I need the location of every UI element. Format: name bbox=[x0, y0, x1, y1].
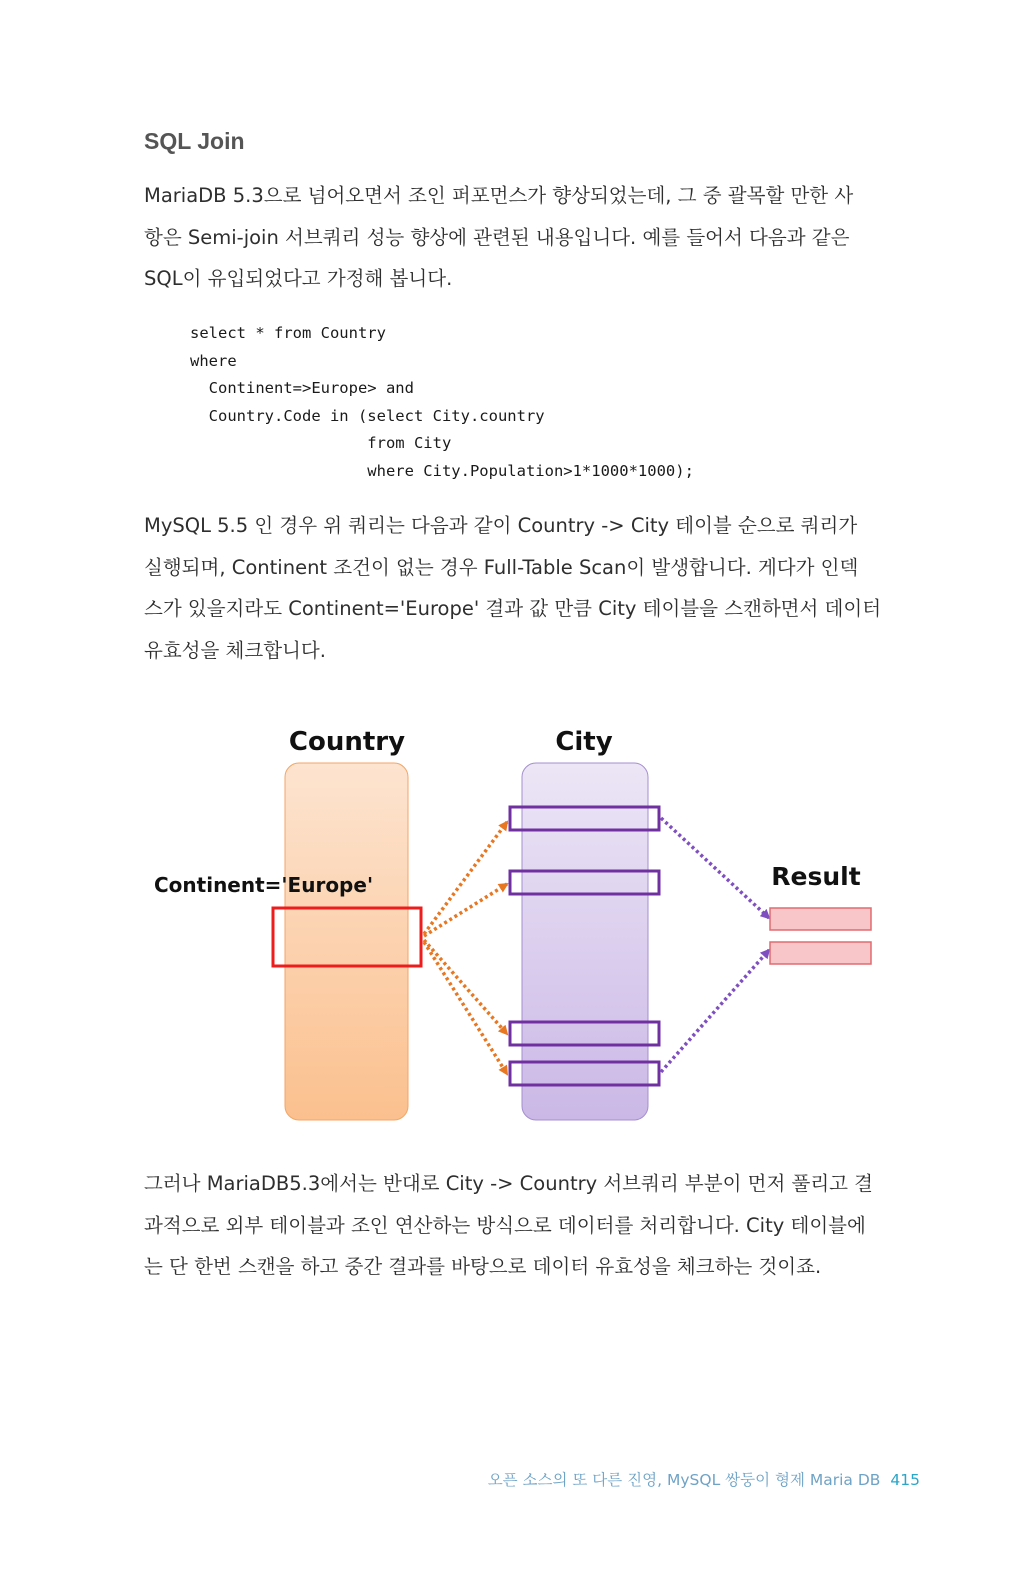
country-title: Country bbox=[288, 727, 406, 757]
paragraph-line: MySQL 5.5 인 경우 위 쿼리는 다음과 같이 Country -> City 테이블 순으로 쿼리가 bbox=[144, 514, 858, 537]
intro-paragraph bbox=[144, 175, 889, 300]
code-line: Country.Code in (select City.country bbox=[190, 406, 545, 425]
orange-arrow bbox=[424, 940, 507, 1034]
paragraph-line: SQL이 유입되었다고 가정해 봅니다. bbox=[144, 267, 453, 290]
paragraph-line: 는 단 한번 스캔을 하고 중간 결과를 바탕으로 데이터 유효성을 체크하는 것이죠. bbox=[144, 1255, 822, 1278]
code-line: from City bbox=[190, 434, 452, 453]
city-title: City bbox=[555, 727, 613, 757]
footer-title: 오픈 소스의 또 다른 진영, MySQL 쌍둥이 형제 Maria DB bbox=[487, 1471, 881, 1489]
code-line: select * from Country bbox=[190, 324, 386, 342]
country-table bbox=[285, 763, 408, 1120]
outro-paragraph bbox=[144, 1163, 889, 1288]
paragraph-line: 항은 Semi-join 서브쿼리 성능 향상에 관련된 내용입니다. 예를 들어서 다음과 같은 bbox=[144, 225, 850, 249]
paragraph-line: MariaDB 5.3으로 넘어오면서 조인 퍼포먼스가 향상되었는데, 그 중 괄목할 만한 사 bbox=[144, 184, 854, 207]
result-row bbox=[770, 908, 871, 930]
continent-condition-label: Continent='Europe' bbox=[154, 873, 374, 897]
paragraph-line: 과적으로 외부 테이블과 조인 연산하는 방식으로 데이터를 처리합니다. City 테이블에 bbox=[144, 1213, 866, 1237]
page-footer bbox=[488, 1468, 920, 1490]
result-row bbox=[770, 942, 871, 964]
purple-arrow bbox=[661, 818, 769, 918]
page-number: 415 bbox=[890, 1471, 920, 1489]
orange-arrow bbox=[424, 942, 507, 1074]
code-line: where bbox=[190, 351, 237, 370]
orange-arrow bbox=[424, 884, 507, 936]
result-title: Result bbox=[771, 862, 861, 891]
code-line: where City.Population>1*1000*1000); bbox=[190, 462, 694, 480]
purple-arrow bbox=[661, 950, 769, 1072]
city-table bbox=[522, 763, 648, 1120]
code-line: Continent=>Europe> and bbox=[190, 379, 414, 398]
paragraph-line: 스가 있을지라도 Continent='Europe' 결과 값 만큼 City 테이블을 스캔하면서 데이터 bbox=[144, 597, 882, 620]
semi-join-diagram bbox=[145, 712, 885, 1132]
paragraph-line: 그러나 MariaDB5.3에서는 반대로 City -> Country 서브쿼리 부분이 먼저 풀리고 결 bbox=[144, 1172, 874, 1195]
orange-arrow bbox=[424, 822, 507, 934]
paragraph-line: 유효성을 체크합니다. bbox=[144, 638, 326, 662]
paragraph-line: 실행되며, Continent 조건이 없는 경우 Full-Table Scan이 발생합니다. 게다가 인덱 bbox=[144, 555, 859, 579]
mysql-paragraph bbox=[144, 505, 889, 671]
section-heading: SQL Join bbox=[144, 128, 245, 154]
